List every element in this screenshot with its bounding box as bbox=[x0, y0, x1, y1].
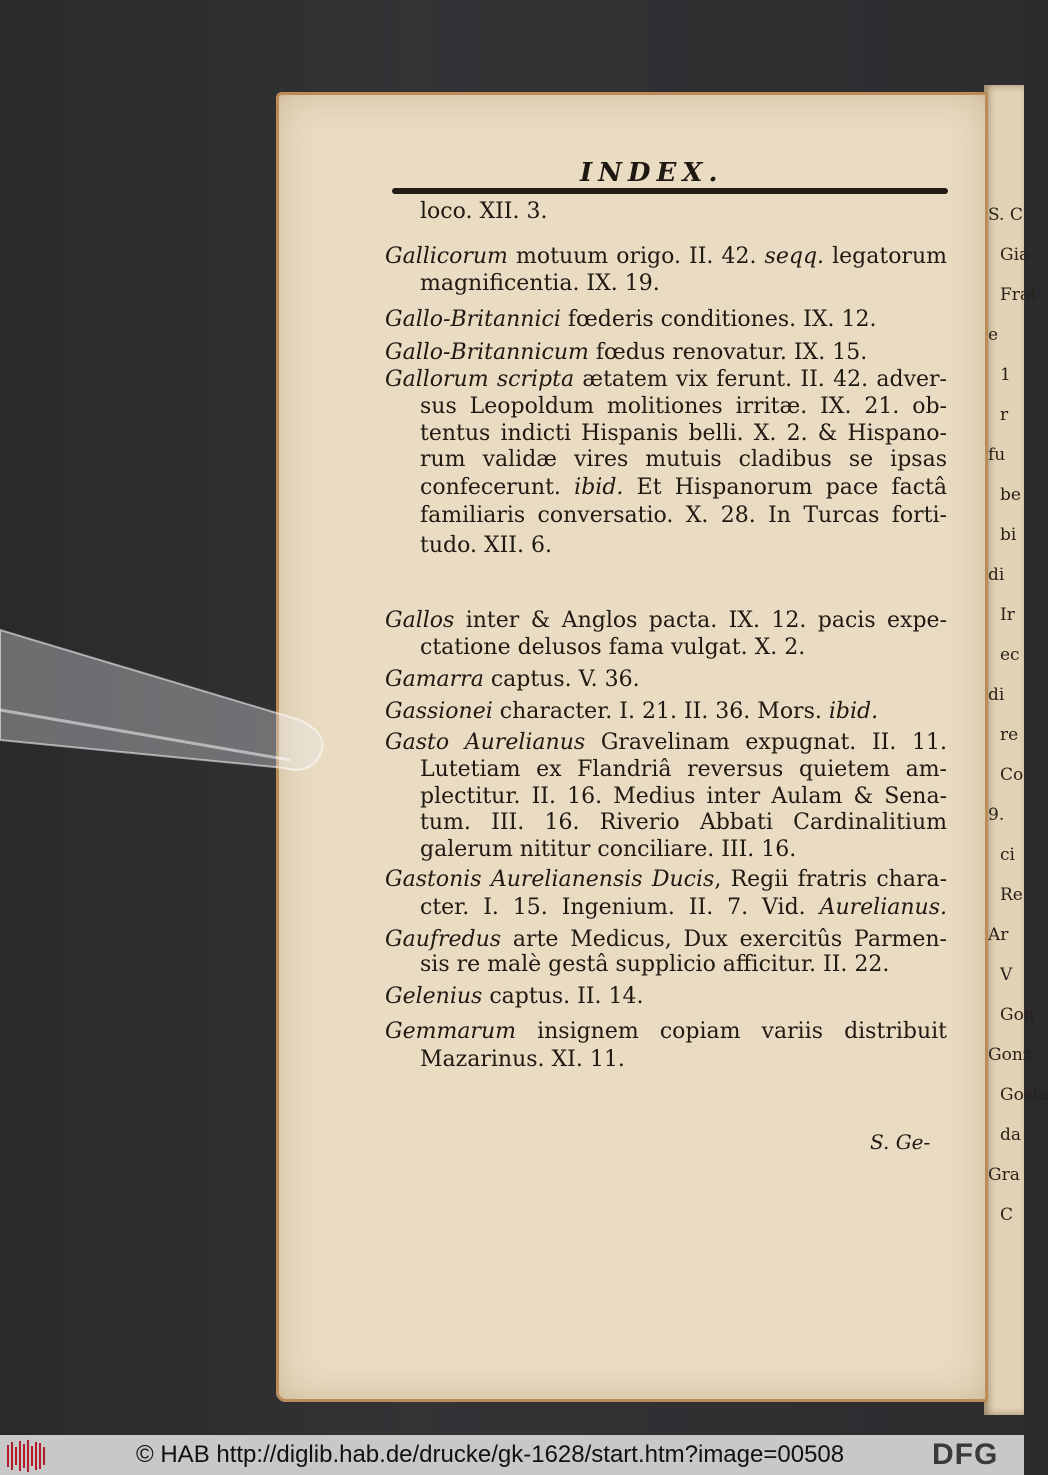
entry-text: legatorum bbox=[824, 244, 947, 269]
index-entry-line bbox=[385, 983, 643, 1011]
italic-headword: Gemmarum bbox=[385, 1019, 516, 1044]
italic-headword: Gallo-Britannicum bbox=[385, 340, 589, 365]
entry-text: sis re malè gestâ supplicio afficitur. II. 22. bbox=[420, 952, 890, 977]
index-continuation-line bbox=[420, 894, 947, 922]
index-entry-line bbox=[385, 729, 947, 757]
entry-text: rum validæ vires mutuis cladibus se ipsas bbox=[420, 447, 947, 472]
hab-logo-bar bbox=[31, 1446, 33, 1466]
adjacent-page-text-fragment: e bbox=[988, 325, 999, 345]
adjacent-page-text-fragment: 9. bbox=[988, 805, 1005, 825]
running-head: INDEX. bbox=[580, 158, 724, 188]
adjacent-page-text-fragment: Gosla bbox=[1000, 1085, 1048, 1105]
adjacent-page-text-fragment: S. C bbox=[988, 205, 1023, 225]
index-continuation-line bbox=[420, 474, 947, 502]
adjacent-page-text-fragment: Gon bbox=[1000, 1005, 1035, 1025]
adjacent-page-text-fragment: 1 bbox=[1000, 365, 1011, 385]
adjacent-page-text-fragment: C bbox=[1000, 1205, 1014, 1225]
entry-text: character. I. 21. II. 36. Mors. bbox=[492, 699, 829, 724]
italic-headword: seqq. bbox=[764, 244, 825, 269]
entry-text: Et Hispanorum pace factâ bbox=[623, 475, 948, 500]
index-continuation-line bbox=[420, 198, 547, 226]
index-continuation-line bbox=[420, 836, 796, 864]
adjacent-page-text-fragment: bi bbox=[1000, 525, 1017, 545]
hab-logo-bar bbox=[15, 1447, 17, 1465]
entry-text: fœdus renovatur. IX. 15. bbox=[588, 340, 868, 365]
entry-text: Gravelinam expugnat. II. 11. bbox=[585, 730, 947, 755]
entry-text: arte Medicus, Dux exercitûs Parmen- bbox=[501, 927, 947, 952]
header-rule bbox=[392, 188, 948, 194]
entry-text: familiaris conversatio. X. 28. In Turcas forti- bbox=[420, 503, 947, 528]
index-entry-line bbox=[385, 1018, 947, 1046]
index-continuation-line bbox=[420, 532, 552, 560]
index-entry-line bbox=[385, 866, 947, 894]
adjacent-page-text-fragment: Gonz bbox=[988, 1045, 1032, 1065]
adjacent-page-text-fragment: Co bbox=[1000, 765, 1024, 785]
entry-text: Lutetiam ex Flandriâ reversus quietem am- bbox=[420, 757, 947, 782]
entry-text: ætatem vix ferunt. II. 42. adver- bbox=[574, 367, 947, 392]
entry-text: magnificentia. IX. 19. bbox=[420, 271, 660, 296]
adjacent-page-text-fragment: V bbox=[1000, 965, 1013, 985]
adjacent-page-text-fragment: Gra bbox=[988, 1165, 1020, 1185]
adjacent-page-text-fragment: di bbox=[988, 685, 1005, 705]
index-entry-line bbox=[385, 366, 947, 394]
index-continuation-line bbox=[420, 809, 947, 837]
italic-headword: Gallo-Britannici bbox=[385, 307, 561, 332]
adjacent-page-edge bbox=[984, 85, 1048, 1415]
adjacent-page-text-fragment: re bbox=[1000, 725, 1019, 745]
index-continuation-line bbox=[420, 502, 947, 530]
entry-text: inter & Anglos pacta. IX. 12. pacis expe- bbox=[454, 608, 947, 633]
index-continuation-line bbox=[420, 270, 660, 298]
italic-headword: Gamarra bbox=[385, 667, 484, 692]
index-entry-line bbox=[385, 698, 878, 726]
entry-text: loco. XII. 3. bbox=[420, 199, 548, 224]
entry-text: sus Leopoldum molitiones irritæ. IX. 21. ob- bbox=[420, 394, 947, 419]
copyright-url[interactable]: © HAB http://diglib.hab.de/drucke/gk-1628/start.htm?image=00508 bbox=[136, 1441, 845, 1468]
italic-headword: Gasto Aurelianus bbox=[385, 730, 586, 755]
index-continuation-line bbox=[420, 634, 805, 662]
entry-text: plectitur. II. 16. Medius inter Aulam & Sena- bbox=[420, 784, 947, 809]
index-entry-line bbox=[385, 339, 867, 367]
italic-headword: Aurelianus. bbox=[819, 895, 947, 920]
entry-text: Mazarinus. XI. 11. bbox=[420, 1047, 625, 1072]
italic-headword: Gassionei bbox=[385, 699, 493, 724]
entry-text: tum. III. 16. Riverio Abbati Cardinalitium bbox=[420, 810, 947, 835]
entry-text: cter. I. 15. Ingenium. II. 7. Vid. bbox=[420, 895, 820, 920]
index-entry-line bbox=[385, 243, 947, 271]
hab-logo-bar bbox=[27, 1440, 29, 1472]
entry-text: captus. II. 14. bbox=[482, 984, 644, 1009]
italic-headword: Gallicorum bbox=[385, 244, 508, 269]
adjacent-page-text-fragment: ec bbox=[1000, 645, 1020, 665]
italic-headword: ibid. bbox=[828, 699, 879, 724]
catchword: S. Ge- bbox=[870, 1130, 931, 1154]
hab-logo bbox=[5, 1439, 49, 1473]
index-continuation-line bbox=[420, 951, 889, 979]
italic-headword: Gaufredus bbox=[385, 927, 502, 952]
entry-text: galerum nititur conciliare. III. 16. bbox=[420, 837, 797, 862]
adjacent-page-text-fragment: Ir bbox=[1000, 605, 1015, 625]
adjacent-page-text-fragment: fu bbox=[988, 445, 1006, 465]
index-continuation-line bbox=[420, 420, 947, 448]
index-continuation-line bbox=[420, 756, 947, 784]
hab-logo-bar bbox=[11, 1442, 13, 1470]
index-continuation-line bbox=[420, 446, 947, 474]
footer-bar bbox=[0, 1435, 1024, 1475]
italic-headword: Gallorum scripta bbox=[385, 367, 575, 392]
entry-text: tudo. XII. 6. bbox=[420, 533, 552, 558]
index-continuation-line bbox=[420, 393, 947, 421]
adjacent-page-text-fragment: Frat bbox=[1000, 285, 1037, 305]
italic-headword: Gelenius bbox=[385, 984, 483, 1009]
italic-headword: Gastonis Aurelianensis Ducis bbox=[385, 867, 715, 892]
index-continuation-line bbox=[420, 783, 947, 811]
hab-logo-bar bbox=[43, 1447, 45, 1465]
entry-text: confecerunt. bbox=[420, 475, 575, 500]
index-continuation-line bbox=[420, 1046, 625, 1074]
page-holder-pointer bbox=[0, 610, 340, 790]
hab-logo-bar bbox=[23, 1444, 25, 1468]
adjacent-page-text-fragment: be bbox=[1000, 485, 1021, 505]
dfg-logo: DFG bbox=[932, 1438, 999, 1471]
hab-logo-bar bbox=[7, 1445, 9, 1467]
index-entry-line bbox=[385, 607, 947, 635]
entry-text: captus. V. 36. bbox=[483, 667, 640, 692]
adjacent-page-text-fragment: Ar bbox=[988, 925, 1009, 945]
italic-headword: ibid. bbox=[574, 475, 624, 500]
hab-logo-bar bbox=[39, 1443, 41, 1469]
hab-logo-bar bbox=[19, 1441, 21, 1471]
hab-logo-bar bbox=[35, 1442, 37, 1470]
entry-text: , Regii fratris chara- bbox=[714, 867, 948, 892]
entry-text: ctatione delusos fama vulgat. X. 2. bbox=[420, 635, 806, 660]
adjacent-page-text-fragment: Re bbox=[1000, 885, 1023, 905]
index-entry-line bbox=[385, 666, 640, 694]
adjacent-page-text-fragment: di bbox=[988, 565, 1005, 585]
italic-headword: Gallos bbox=[385, 608, 455, 633]
adjacent-page-text-fragment: Gia bbox=[1000, 245, 1030, 265]
entry-text: fœderis conditiones. IX. 12. bbox=[560, 307, 877, 332]
entry-text: motuum origo. II. 42. bbox=[507, 244, 765, 269]
adjacent-page-text-fragment: ci bbox=[1000, 845, 1015, 865]
entry-text: insignem copiam variis distribuit bbox=[515, 1019, 947, 1044]
entry-text: tentus indicti Hispanis belli. X. 2. & Hispano- bbox=[420, 421, 947, 446]
adjacent-page-text-fragment: da bbox=[1000, 1125, 1022, 1145]
index-entry-line bbox=[385, 926, 947, 954]
index-entry-line bbox=[385, 306, 876, 334]
adjacent-page-text-fragment: r bbox=[1000, 405, 1009, 425]
